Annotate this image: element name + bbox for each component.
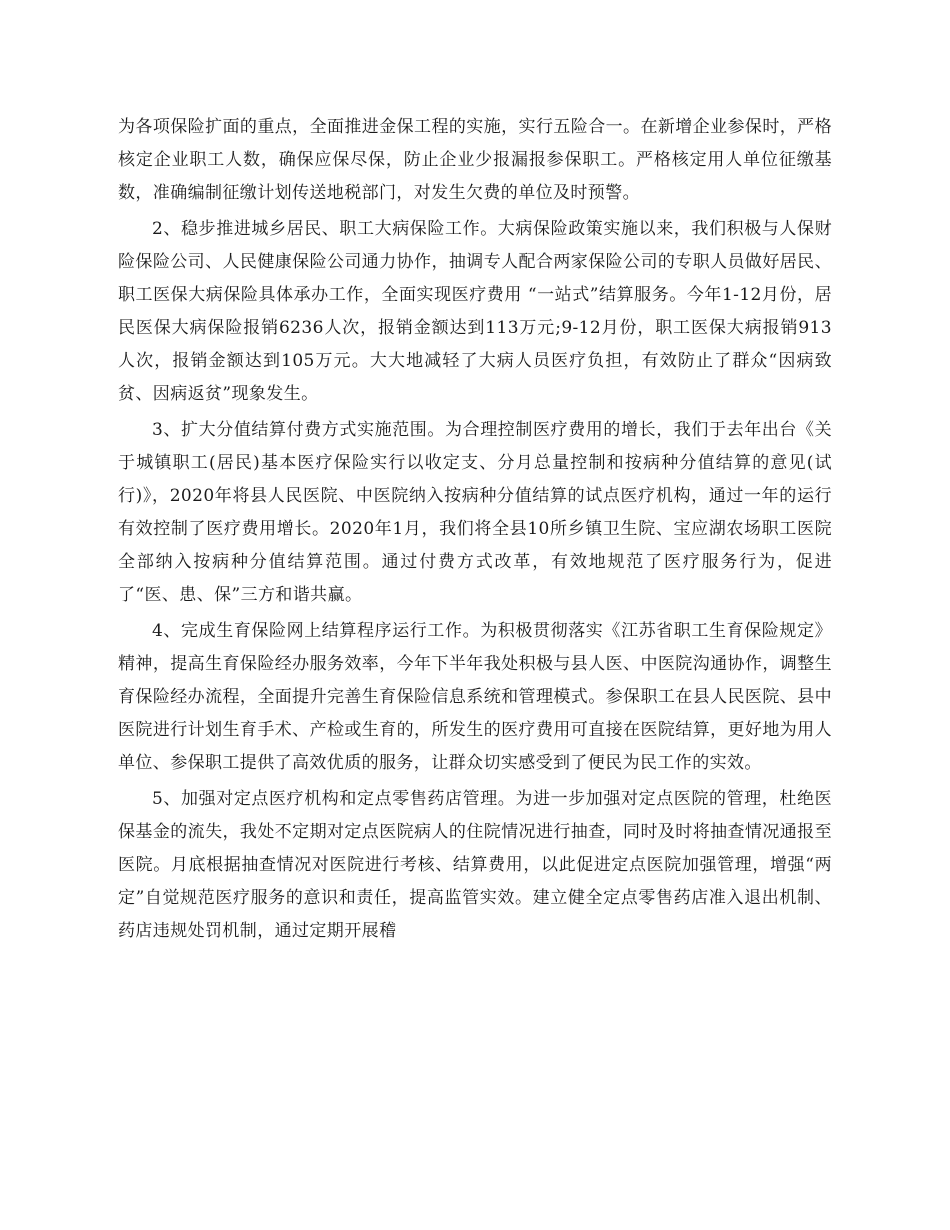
paragraph-item-5: 5、加强对定点医疗机构和定点零售药店管理。为进一步加强对定点医院的管理，杜绝医保基金的流失，我处不定期对定点医院病人的住院情况进行抽查，同时及时将抽查情况通报至医院。月底根据抽查情况对医院进行考核、结算费用，以此促进定点医院加强管理，增强“两定”自觉规范医疗服务的意识和责任，提高监管实效。建立健全定点零售药店准入退出机制、药店违规处罚机制，通过定期开展稽	[118, 789, 832, 941]
paragraph-item-2: 2、稳步推进城乡居民、职工大病保险工作。大病保险政策实施以来，我们积极与人保财险保险公司、人民健康保险公司通力协作，抽调专人配合两家保险公司的专职人员做好居民、职工医保大病保险具体承办工作，全面实现医疗费用 “一站式”结算服务。今年1-12月份，居民医保大病保险报销6236人次，报销金额达到113万元;9-12月份，职工医保大病报销913人次，报销金额达到105万元。大大地减轻了大病人员医疗负担，有效防止了群众“因病致贫、因病返贫”现象发生。	[118, 219, 832, 404]
paragraph-item-4: 4、完成生育保险网上结算程序运行工作。为积极贯彻落实《江苏省职工生育保险规定》精神，提高生育保险经办服务效率，今年下半年我处积极与县人医、中医院沟通协作，调整生育保险经办流程，全面提升完善生育保险信息系统和管理模式。参保职工在县人民医院、县中医院进行计划生育手术、产检或生育的，所发生的医疗费用可直接在医院结算，更好地为用人单位、参保职工提供了高效优质的服务，让群众切实感受到了便民为民工作的实效。	[118, 621, 832, 773]
document-body	[118, 111, 832, 951]
paragraph-continuation: 为各项保险扩面的重点，全面推进金保工程的实施，实行五险合一。在新增企业参保时，严格核定企业职工人数，确保应保尽保，防止企业少报漏报参保职工。严格核定用人单位征缴基数，准确编制征缴计划传送地税部门，对发生欠费的单位及时预警。	[118, 117, 832, 203]
paragraph-item-3: 3、扩大分值结算付费方式实施范围。为合理控制医疗费用的增长，我们于去年出台《关于城镇职工(居民)基本医疗保险实行以收定支、分月总量控制和按病种分值结算的意见(试行)》，2020年将县人民医院、中医院纳入按病种分值结算的试点医疗机构，通过一年的运行有效控制了医疗费用增长。2020年1月，我们将全县10所乡镇卫生院、宝应湖农场职工医院全部纳入按病种分值结算范围。通过付费方式改革，有效地规范了医疗服务行为，促进了“医、患、保”三方和谐共赢。	[118, 420, 832, 605]
